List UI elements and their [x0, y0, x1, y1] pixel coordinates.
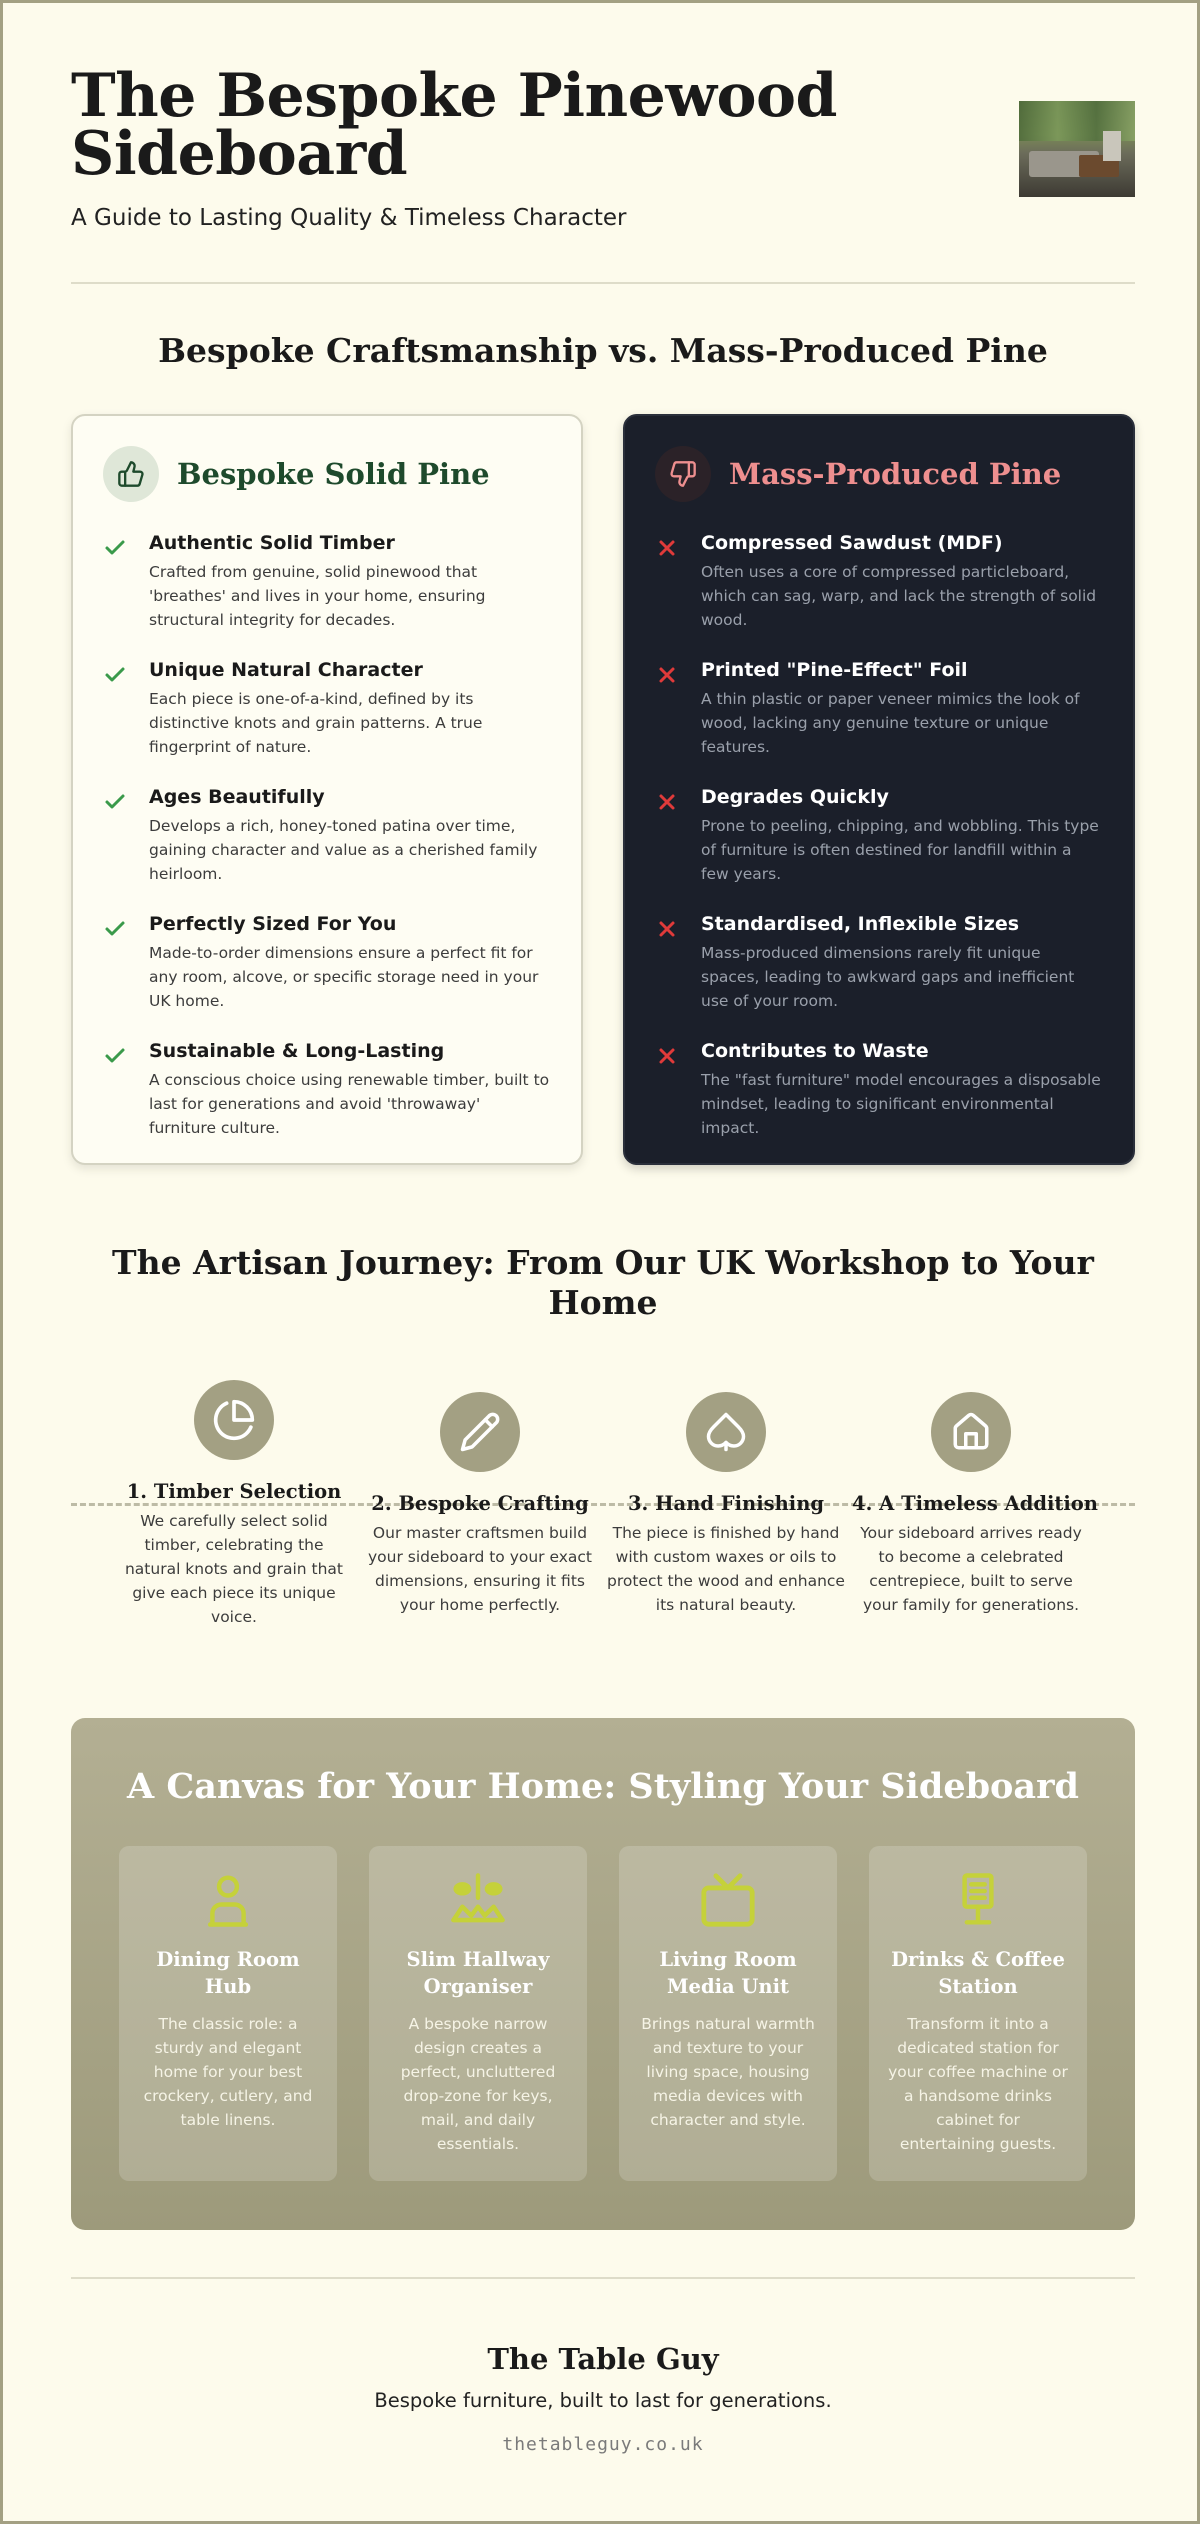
tile-text: Brings natural warmth and texture to your living space, housing media devices with character and style.: [641, 2015, 815, 2129]
footer-tagline: Bespoke furniture, built to last for generations.: [374, 2389, 832, 2412]
step-text: We carefully select solid timber, celebrating the natural knots and grain that give each piece its unique voice.: [124, 1512, 344, 1626]
item-title: Contributes to Waste: [701, 1040, 929, 1062]
thumbs-down-icon: [655, 446, 711, 502]
item-text: A thin plastic or paper veneer mimics the look of wood, lacking any genuine texture or unique features.: [701, 690, 1080, 756]
cross-icon: [655, 913, 683, 1013]
list-item: [103, 913, 551, 1013]
item-title: Authentic Solid Timber: [149, 532, 395, 554]
keys-icon: [387, 1870, 569, 1930]
item-title: Compressed Sawdust (MDF): [701, 532, 1003, 554]
tile-dining-room: [119, 1846, 337, 2181]
pie-chart-icon: [194, 1380, 274, 1460]
check-icon: [103, 532, 131, 632]
tile-text: The classic role: a sturdy and elegant home for your best crockery, cutlery, and table linens.: [143, 2015, 313, 2129]
pencil-icon: [440, 1392, 520, 1472]
journey-step-3: [607, 1392, 845, 1617]
check-icon: [103, 786, 131, 886]
list-item: [655, 532, 1103, 632]
list-item: [103, 659, 551, 759]
tv-icon: [637, 1870, 819, 1930]
item-title: Ages Beautifully: [149, 786, 325, 808]
journey-heading: The Artisan Journey: From Our UK Workshop to Your Home: [112, 1243, 1094, 1322]
cross-icon: [655, 532, 683, 632]
home-icon: [931, 1392, 1011, 1472]
tile-drinks-station: [869, 1846, 1087, 2181]
item-title: Standardised, Inflexible Sizes: [701, 913, 1020, 935]
check-icon: [103, 659, 131, 759]
list-item: [655, 659, 1103, 759]
item-text: A conscious choice using renewable timber, built to last for generations and avoid 'throwaway' furniture culture.: [149, 1071, 550, 1137]
bespoke-card: [71, 414, 583, 1165]
list-item: [655, 786, 1103, 886]
item-text: Develops a rich, honey-toned patina over time, gaining character and value as a cherished family heirloom.: [149, 817, 538, 883]
item-text: Each piece is one-of-a-kind, defined by its distinctive knots and grain patterns. A true fingerprint of nature.: [149, 690, 483, 756]
bespoke-card-title: Bespoke Solid Pine: [177, 457, 490, 491]
tile-hallway: [369, 1846, 587, 2181]
hero-image: [1019, 101, 1135, 197]
footer-url-link[interactable]: thetableguy.co.uk: [502, 2434, 704, 2455]
tile-text: Transform it into a dedicated station for your coffee machine or a handsome drinks cabinet for entertaining guests.: [888, 2015, 1068, 2153]
spade-icon: [686, 1392, 766, 1472]
item-title: Unique Natural Character: [149, 659, 423, 681]
journey-step-4: [852, 1392, 1098, 1617]
step-title: 2. Bespoke Crafting: [371, 1492, 589, 1515]
item-text: Often uses a core of compressed particleboard, which can sag, warp, and lack the strength of solid wood.: [701, 563, 1097, 629]
bespoke-list: [103, 532, 551, 1140]
tile-living-room: [619, 1846, 837, 2181]
step-text: Your sideboard arrives ready to become a celebrated centrepiece, built to serve your family for generations.: [860, 1524, 1082, 1614]
mass-produced-card: [623, 414, 1135, 1165]
step-title: 4. A Timeless Addition: [852, 1492, 1098, 1515]
list-item: [103, 1040, 551, 1140]
item-text: Prone to peeling, chipping, and wobbling. This type of furniture is often destined for landfill within a few years.: [701, 817, 1099, 883]
step-text: Our master craftsmen build your sideboard to your exact dimensions, ensuring it fits your home perfectly.: [367, 1524, 593, 1614]
list-item: [655, 913, 1103, 1013]
divider: [71, 2277, 1135, 2279]
step-title: 3. Hand Finishing: [627, 1492, 825, 1515]
item-title: Printed "Pine-Effect" Foil: [701, 659, 968, 681]
item-text: Mass-produced dimensions rarely fit unique spaces, leading to awkward gaps and inefficient use of your room.: [701, 944, 1075, 1010]
journey-step-1: [115, 1380, 353, 1629]
list-item: [655, 1040, 1103, 1140]
step-title: 1. Timber Selection: [126, 1480, 342, 1503]
footer-brand: The Table Guy: [487, 2342, 719, 2376]
tile-text: A bespoke narrow design creates a perfect, uncluttered drop-zone for keys, mail, and daily essentials.: [400, 2015, 556, 2153]
person-icon: [137, 1870, 319, 1930]
mass-produced-card-title: Mass-Produced Pine: [729, 457, 1062, 491]
item-text: Made-to-order dimensions ensure a perfect fit for any room, alcove, or specific storage need in your UK home.: [149, 944, 539, 1010]
coffee-machine-icon: [887, 1870, 1069, 1930]
tile-title: Drinks & Coffee Station: [891, 1948, 1065, 1998]
check-icon: [103, 913, 131, 1013]
page-title: The Bespoke Pinewood Sideboard: [71, 61, 837, 189]
cross-icon: [655, 659, 683, 759]
item-title: Perfectly Sized For You: [149, 913, 397, 935]
list-item: [103, 786, 551, 886]
thumbs-up-icon: [103, 446, 159, 502]
page-subtitle: A Guide to Lasting Quality & Timeless Character: [71, 205, 627, 231]
item-title: Sustainable & Long-Lasting: [149, 1040, 445, 1062]
styling-heading: A Canvas for Your Home: Styling Your Sideboard: [127, 1766, 1079, 1807]
mass-produced-list: [655, 532, 1103, 1140]
cross-icon: [655, 1040, 683, 1140]
cross-icon: [655, 786, 683, 886]
list-item: [103, 532, 551, 632]
item-text: The "fast furniture" model encourages a disposable mindset, leading to significant environmental impact.: [701, 1071, 1101, 1137]
step-text: The piece is finished by hand with custom waxes or oils to protect the wood and enhance its natural beauty.: [607, 1524, 845, 1614]
tile-title: Living Room Media Unit: [659, 1948, 797, 1998]
styling-panel: [71, 1718, 1135, 2230]
item-title: Degrades Quickly: [701, 786, 889, 808]
tile-title: Slim Hallway Organiser: [406, 1948, 550, 1998]
comparison-heading: Bespoke Craftsmanship vs. Mass-Produced Pine: [158, 331, 1048, 370]
tile-title: Dining Room Hub: [156, 1948, 300, 1998]
item-text: Crafted from genuine, solid pinewood that 'breathes' and lives in your home, ensuring structural integrity for decades.: [149, 563, 486, 629]
journey-step-2: [361, 1392, 599, 1617]
check-icon: [103, 1040, 131, 1140]
header: [71, 61, 1135, 231]
divider: [71, 282, 1135, 284]
